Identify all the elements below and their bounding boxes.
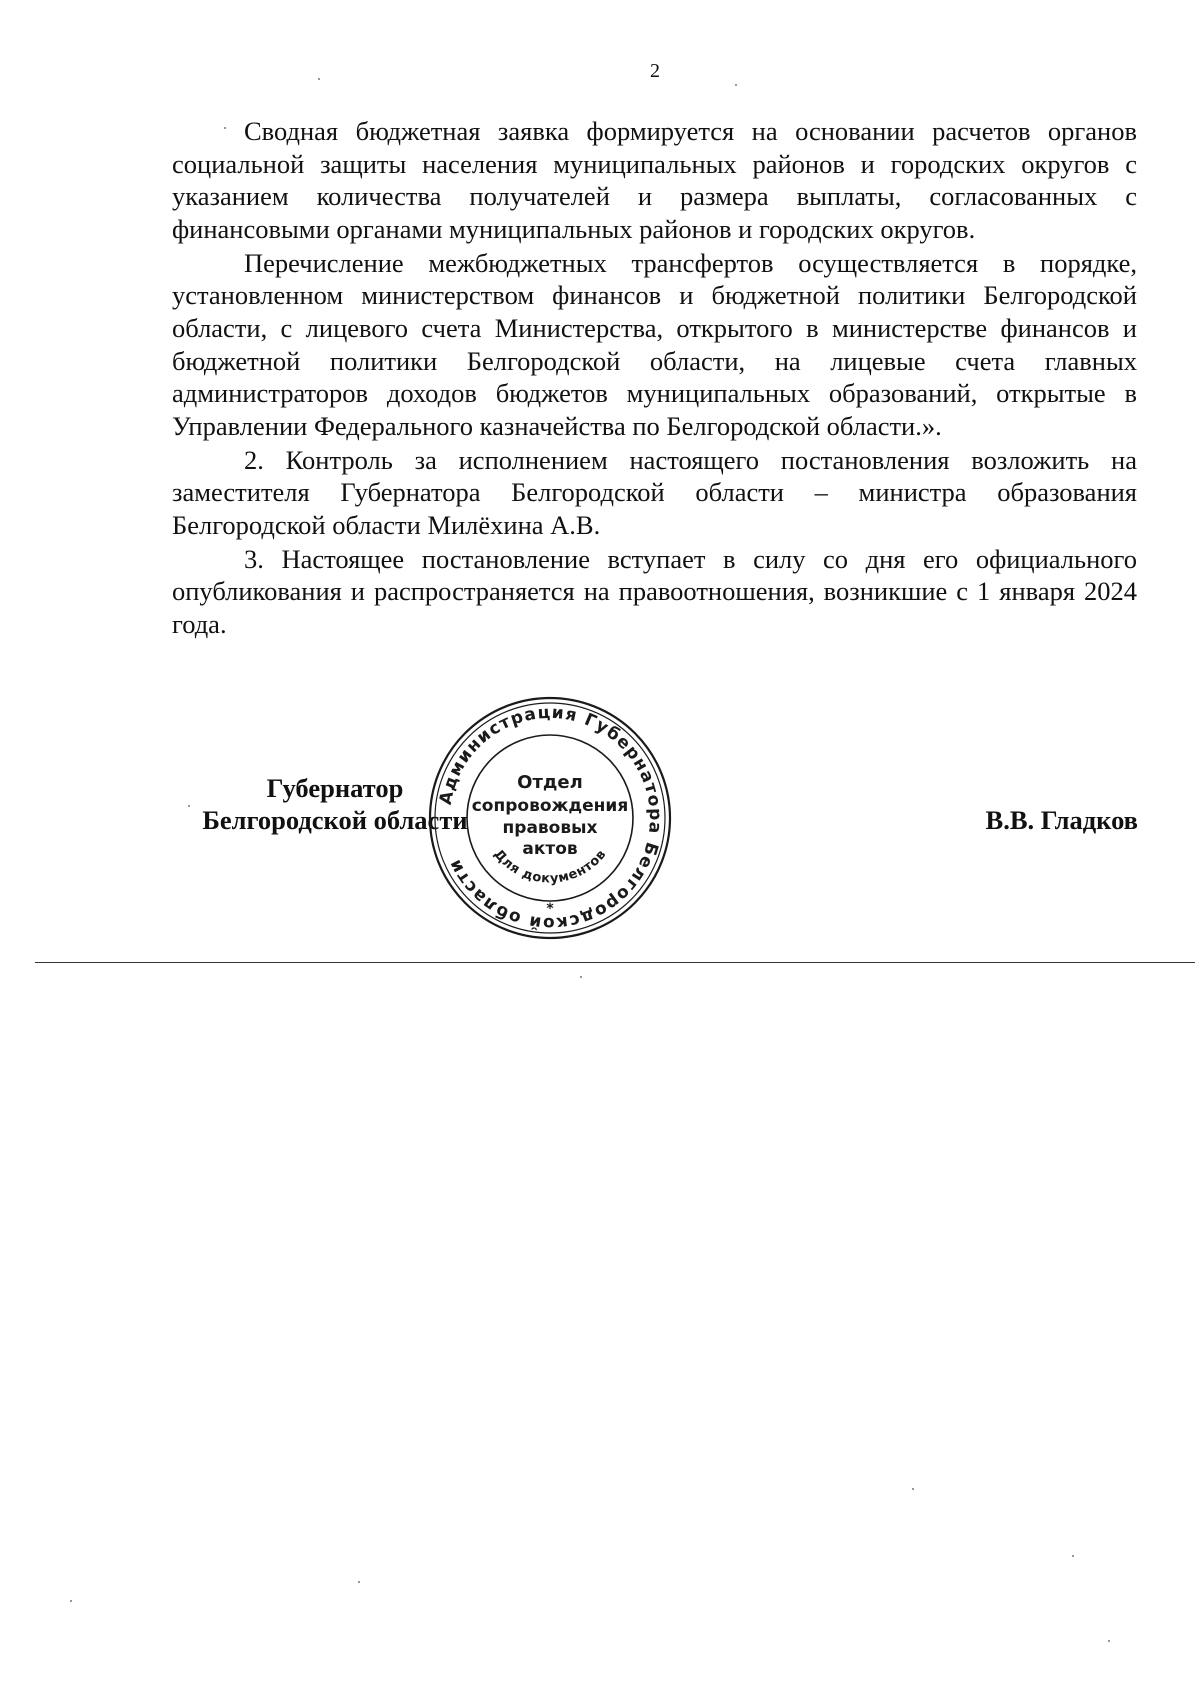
scan-speck xyxy=(735,84,737,86)
stamp-star: * xyxy=(546,901,554,917)
stamp-center-line4: актов xyxy=(522,839,578,859)
official-stamp-seal xyxy=(425,693,675,943)
scan-speck xyxy=(358,1581,360,1583)
document-body xyxy=(172,115,1137,642)
paragraph-control: 2. Контроль за исполнением настоящего постановления возложить на заместителя Губернатора Белгородской области – министра образования Белгородской области Милёхина А.В. xyxy=(172,444,1137,540)
paragraph-budget-request: Сводная бюджетная заявка формируется на основании расчетов органов социальной защиты населения муниципальных районов и городских округов с указанием количества получателей и размера выплаты, согласованных с финансовыми органами муниципальных районов и городских округов. xyxy=(172,116,1137,244)
page-number: 2 xyxy=(650,60,660,82)
scan-speck xyxy=(580,976,582,978)
signatory-title-line2: Белгородской области xyxy=(202,805,468,835)
horizontal-divider xyxy=(35,962,1195,963)
stamp-inner-bottom-text: Для документов xyxy=(490,846,610,887)
stamp-center-line1: Отдел xyxy=(517,772,583,793)
scan-speck xyxy=(188,805,190,807)
signatory-title-line1: Губернатор xyxy=(266,773,404,803)
signatory-name: В.В. Гладков xyxy=(985,805,1138,835)
scan-speck xyxy=(70,1600,72,1602)
scan-speck xyxy=(1072,1555,1074,1557)
scan-speck xyxy=(224,127,226,129)
stamp-center-line2: сопровождения xyxy=(471,796,629,816)
scan-speck xyxy=(318,78,320,80)
scan-speck xyxy=(1108,1640,1110,1642)
paragraph-effective-date: 3. Настоящее постановление вступает в силу со дня его официального опубликования и распространяется на правоотношения, возникшие с 1 января 2024 года. xyxy=(172,543,1137,640)
scan-speck xyxy=(912,1488,914,1490)
paragraph-transfers: Перечисление межбюджетных трансфертов осуществляется в порядке, установленном министерством финансов и бюджетной политики Белгородской области, с лицевого счета Министерства, открытого в министерстве финансов и бюджетной политики Белгородской области, на лицевые счета главных администраторов доходов бюджетов муниципальных образований, открытые в Управлении Федерального казначейства по Белгородской области.». xyxy=(172,247,1137,441)
stamp-outer-ring-text: Администрация Губернатора Белгородской области xyxy=(435,702,666,934)
stamp-center-line3: правовых xyxy=(502,818,598,838)
